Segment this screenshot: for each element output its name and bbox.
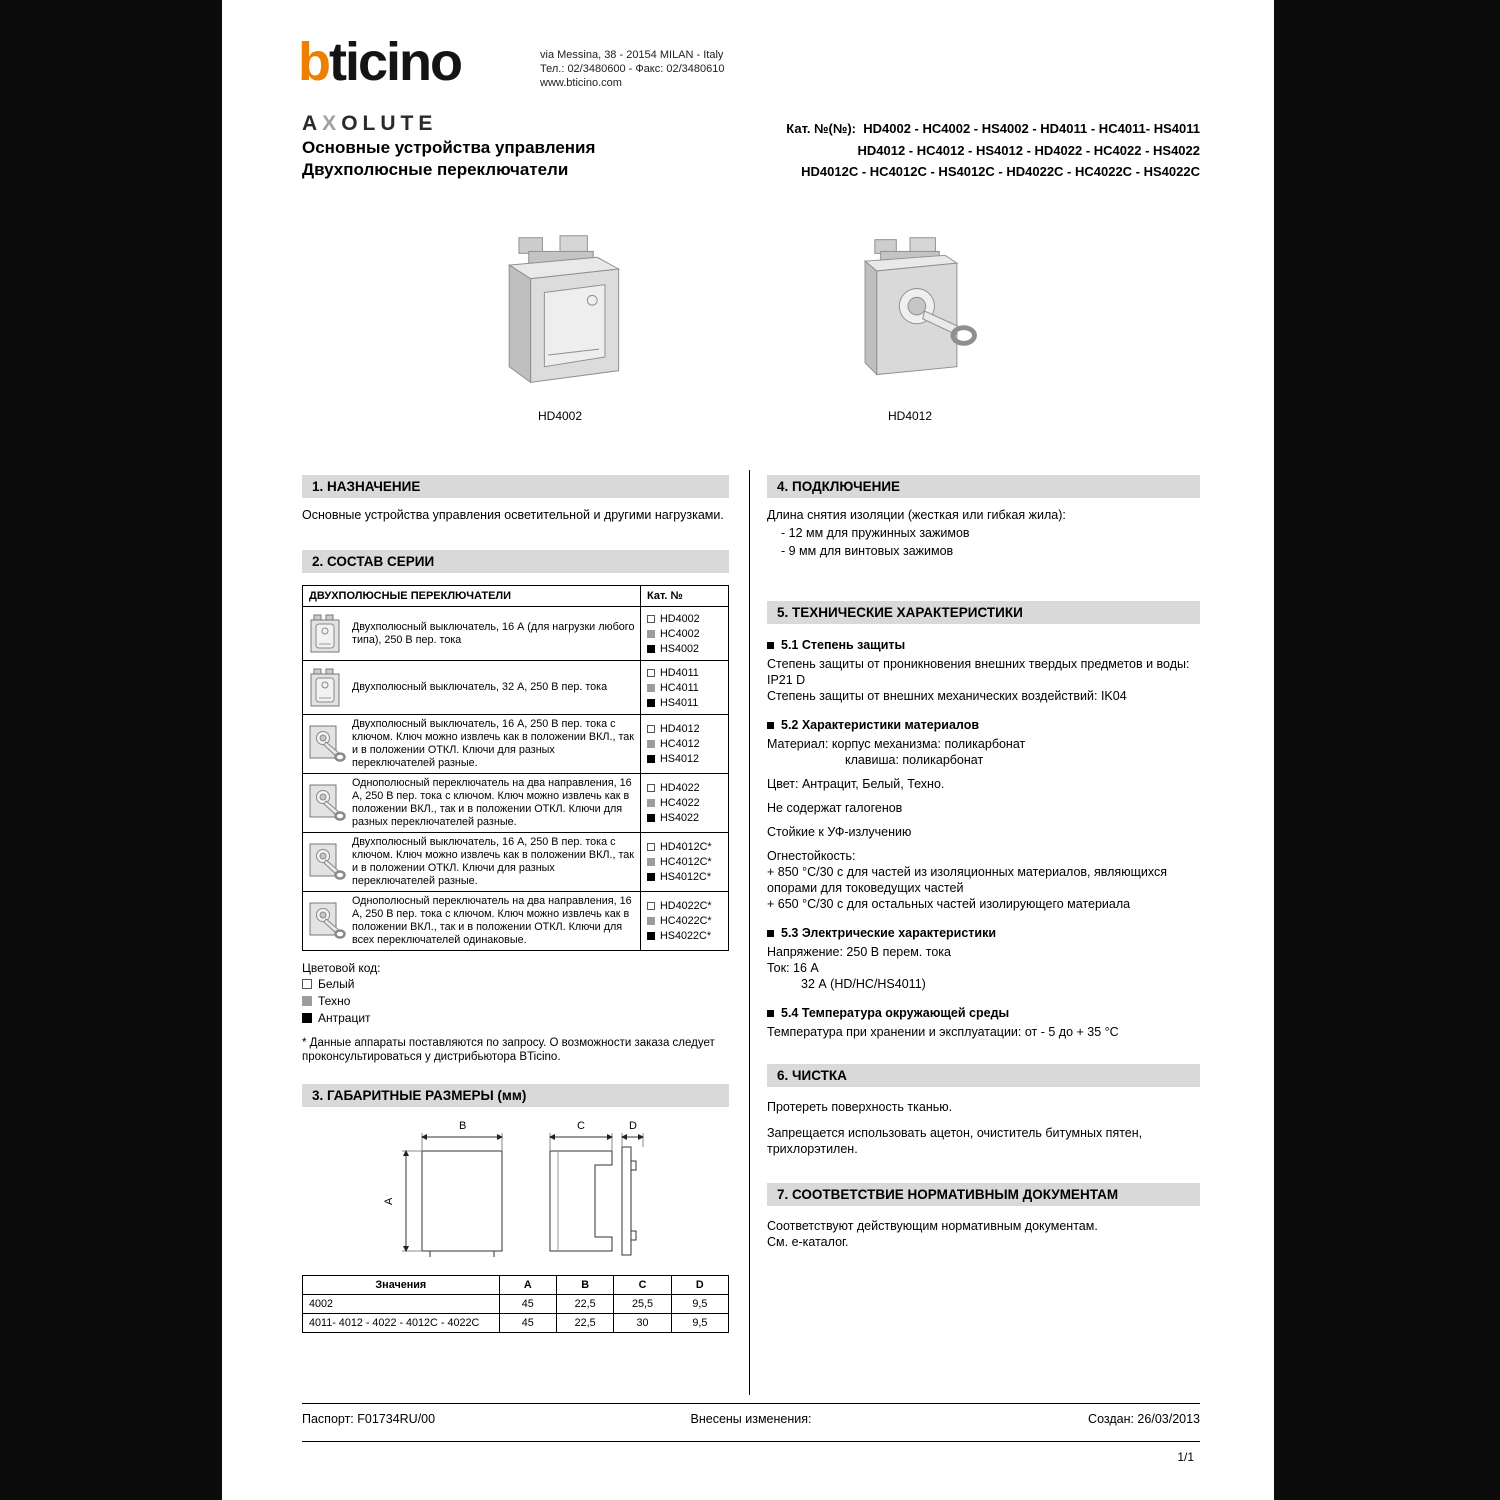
row-description: Двухполюсный выключатель, 16 А, 250 В пер. тока с ключом. Ключ можно извлечь как в положении ВКЛ., так и в положении ОТКЛ. Ключи для разных переключателей разные. bbox=[352, 836, 635, 887]
section-1-header: 1. НАЗНАЧЕНИЕ bbox=[302, 475, 729, 498]
dims-header-d: D bbox=[671, 1276, 728, 1295]
cat-code: HC4011 bbox=[660, 681, 699, 694]
address-phone-line: Тел.: 02/3480600 - Факс: 02/3480610 bbox=[540, 63, 725, 75]
cleaning-text-2: Запрещается использовать ацетон, очиститель битумных пятен, трихлорэтилен. bbox=[767, 1126, 1143, 1156]
material-body-text: Материал: корпус механизма: поликарбонат bbox=[767, 737, 1026, 751]
subsection-title: 5.3 Электрические характеристики bbox=[781, 926, 997, 940]
dims-b: 22,5 bbox=[556, 1295, 613, 1314]
dim-label-c: C bbox=[577, 1120, 585, 1132]
white-color-swatch-icon bbox=[647, 784, 655, 792]
cat-code: HS4011 bbox=[660, 696, 699, 709]
protection-degree-text: Степень защиты от проникновения внешних твердых предметов и воды: IP21 D bbox=[767, 657, 1190, 687]
footer-rule-top bbox=[302, 1403, 1200, 1404]
key-switch-illustration bbox=[822, 226, 998, 398]
subsection-5-4-header bbox=[767, 1006, 1200, 1020]
composition-col1-header: ДВУХПОЛЮСНЫЕ ПЕРЕКЛЮЧАТЕЛИ bbox=[303, 586, 641, 607]
cat-code: HC4022C* bbox=[660, 915, 712, 927]
section-3-header: 3. ГАБАРИТНЫЕ РАЗМЕРЫ (мм) bbox=[302, 1084, 729, 1107]
section-1-body: Основные устройства управления осветительной и другими нагрузками. bbox=[302, 508, 724, 522]
order-footnote: * Данные аппараты поставляются по запросу. О возможности заказа следует проконсультироваться у дистрибьютора BTicino. bbox=[302, 1037, 715, 1063]
series-composition-table bbox=[302, 585, 729, 951]
product-figure-hd4002 bbox=[472, 226, 648, 423]
rocker-switch-icon bbox=[307, 666, 347, 710]
logo-text: ticino bbox=[329, 32, 461, 92]
table-row bbox=[303, 833, 729, 892]
footer-passport: Паспорт: F01734RU/00 bbox=[302, 1412, 436, 1426]
dims-header-a: A bbox=[499, 1276, 556, 1295]
section-5-header: 5. ТЕХНИЧЕСКИЕ ХАРАКТЕРИСТИКИ bbox=[767, 601, 1200, 624]
footer-changes: Внесены изменения: bbox=[690, 1412, 812, 1426]
temperature-text: Температура при хранении и эксплуатации: от - 5 до + 35 °C bbox=[767, 1025, 1119, 1039]
current-text: Ток: 16 А bbox=[767, 961, 819, 975]
impact-protection-text: Степень защиты от внешних механических воздействий: IK04 bbox=[767, 689, 1127, 703]
dims-d: 9,5 bbox=[671, 1295, 728, 1314]
dimensions-header-row bbox=[303, 1276, 729, 1295]
section-4-item: - 9 мм для винтовых зажимов bbox=[781, 544, 954, 558]
cat-code: HD4002 bbox=[660, 612, 700, 625]
table-row bbox=[303, 774, 729, 833]
current-32a-text: 32 А (HD/HC/HS4011) bbox=[801, 977, 926, 991]
anthracite-color-swatch-icon bbox=[647, 645, 655, 653]
square-bullet-icon bbox=[767, 930, 774, 937]
dims-header-b: B bbox=[556, 1276, 613, 1295]
row-description: Двухполюсный выключатель, 32 А, 250 В пер. тока bbox=[352, 681, 608, 693]
table-row bbox=[303, 1295, 729, 1314]
cat-code: HC4012 bbox=[660, 738, 700, 750]
table-row bbox=[303, 1314, 729, 1333]
dimensions-table bbox=[302, 1275, 729, 1333]
techno-color-swatch-icon bbox=[647, 630, 655, 638]
white-color-swatch-icon bbox=[302, 979, 312, 989]
subsection-title: 5.2 Характеристики материалов bbox=[781, 718, 980, 732]
techno-color-swatch-icon bbox=[647, 917, 655, 925]
compliance-text-2: См. е-каталог. bbox=[767, 1235, 849, 1249]
anthracite-color-swatch-icon bbox=[647, 873, 655, 881]
product-label-hd4002: HD4002 bbox=[537, 409, 583, 423]
dim-label-d: D bbox=[629, 1120, 637, 1132]
product-figure-hd4012 bbox=[822, 226, 998, 423]
series-letter: A bbox=[302, 112, 323, 135]
composition-col2-header: Кат. № bbox=[641, 586, 729, 607]
footer-row bbox=[302, 1412, 1200, 1426]
legend-label: Антрацит bbox=[318, 1010, 371, 1025]
footer-created: Создан: 26/03/2013 bbox=[1088, 1412, 1200, 1426]
address-website: www.bticino.com bbox=[540, 77, 622, 89]
cat-code: HC4022 bbox=[660, 797, 700, 809]
legend-label: Техно bbox=[318, 993, 351, 1008]
right-column bbox=[767, 475, 1200, 1250]
section-6-header: 6. ЧИСТКА bbox=[767, 1064, 1200, 1087]
subsection-title: 5.4 Температура окружающей среды bbox=[781, 1006, 1010, 1020]
cleaning-text-1: Протереть поверхность тканью. bbox=[767, 1100, 953, 1114]
series-letters: OLUTE bbox=[341, 112, 438, 135]
anthracite-color-swatch-icon bbox=[302, 1013, 312, 1023]
white-color-swatch-icon bbox=[647, 902, 655, 910]
row-description: Двухполюсный выключатель, 16 А, 250 В пер. тока с ключом. Ключ можно извлечь как в положении ВКЛ., так и в положении ОТКЛ. Ключи для разных переключателей разные. bbox=[352, 718, 635, 769]
rocker-switch-illustration bbox=[472, 226, 648, 398]
section-7-header: 7. СООТВЕТСТВИЕ НОРМАТИВНЫМ ДОКУМЕНТАМ bbox=[767, 1183, 1200, 1206]
legend-label: Белый bbox=[318, 976, 355, 991]
row-description: Однополюсный переключатель на два направления, 16 А, 250 В пер. тока с ключом. Ключ можно извлечь как в положении ВКЛ., так и в положении ОТКЛ. Ключи для всех переключателей одинаковые. bbox=[352, 895, 632, 946]
page-number: 1/1 bbox=[1177, 1450, 1194, 1464]
bticino-logo bbox=[298, 34, 461, 90]
dims-header-values: Значения bbox=[303, 1276, 500, 1295]
series-logo-axolute bbox=[302, 112, 437, 136]
dims-b: 22,5 bbox=[556, 1314, 613, 1333]
datasheet-page bbox=[222, 0, 1274, 1500]
cat-code: HD4022C* bbox=[660, 900, 712, 912]
doc-title-line1: Основные устройства управления bbox=[302, 138, 596, 157]
cat-code: HD4012 bbox=[660, 723, 700, 735]
subsection-5-3-header bbox=[767, 926, 1200, 940]
catalog-codes: HD4002 - HC4002 - HS4002 - HD4011 - HC4011- HS4011 bbox=[863, 121, 1200, 136]
dims-model: 4002 bbox=[303, 1295, 500, 1314]
catalog-numbers-block bbox=[786, 118, 1200, 183]
square-bullet-icon bbox=[767, 642, 774, 649]
uv-resistant-text: Стойкие к УФ-излучению bbox=[767, 825, 912, 839]
dims-c: 25,5 bbox=[614, 1295, 671, 1314]
row-description: Двухполюсный выключатель, 16 А (для нагрузки любого типа), 250 В пер. тока bbox=[352, 620, 635, 646]
catalog-line-3: HD4012C - HC4012C - HS4012C - HD4022C - HC4022C - HS4022C bbox=[801, 164, 1200, 179]
fire-resistance-850: + 850 °C/30 с для частей из изоляционных материалов, являющихся опорами для токоведущих частей bbox=[767, 865, 1167, 895]
compliance-text-1: Соответствуют действующим нормативным документам. bbox=[767, 1219, 1098, 1233]
series-styled-x: X bbox=[322, 112, 342, 135]
rocker-switch-icon bbox=[307, 612, 347, 656]
techno-color-swatch-icon bbox=[647, 799, 655, 807]
cat-code: HC4002 bbox=[660, 627, 700, 640]
square-bullet-icon bbox=[767, 1010, 774, 1017]
product-label-hd4012: HD4012 bbox=[887, 409, 933, 423]
doc-title-line2: Двухполюсные переключатели bbox=[302, 160, 569, 179]
dims-d: 9,5 bbox=[671, 1314, 728, 1333]
techno-color-swatch-icon bbox=[647, 858, 655, 866]
dim-label-b: B bbox=[459, 1120, 467, 1132]
color-text: Цвет: Антрацит, Белый, Техно. bbox=[767, 777, 945, 791]
dims-model: 4011- 4012 - 4022 - 4012C - 4022C bbox=[303, 1314, 500, 1333]
table-row bbox=[303, 607, 729, 661]
column-divider bbox=[749, 470, 750, 1395]
cat-code: HD4011 bbox=[660, 666, 699, 679]
section-2-header: 2. СОСТАВ СЕРИИ bbox=[302, 550, 729, 573]
key-switch-icon bbox=[307, 722, 347, 766]
row-description: Однополюсный переключатель на два направления, 16 А, 250 В пер. тока с ключом. Ключ можно извлечь как в положении ВКЛ., так и в положении ОТКЛ. Ключи для разных переключателей разные. bbox=[352, 777, 632, 828]
white-color-swatch-icon bbox=[647, 615, 655, 623]
logo-letter-b: b bbox=[298, 32, 329, 92]
catalog-label: Кат. №(№): bbox=[786, 121, 857, 136]
dimensions-diagram bbox=[302, 1117, 729, 1267]
cat-code: HC4012C* bbox=[660, 856, 712, 868]
section-4-item: - 12 мм для пружинных зажимов bbox=[781, 526, 970, 540]
cat-code: HS4022C* bbox=[660, 930, 712, 942]
anthracite-color-swatch-icon bbox=[647, 699, 655, 707]
section-4-header: 4. ПОДКЛЮЧЕНИЕ bbox=[767, 475, 1200, 498]
section-4-intro: Длина снятия изоляции (жесткая или гибкая жила): bbox=[767, 508, 1066, 522]
dims-a: 45 bbox=[499, 1295, 556, 1314]
address-line: via Messina, 38 - 20154 MILAN - Italy bbox=[540, 49, 724, 61]
key-switch-icon bbox=[307, 899, 347, 943]
catalog-line-1 bbox=[786, 118, 1200, 140]
anthracite-color-swatch-icon bbox=[647, 814, 655, 822]
cat-code: HS4002 bbox=[660, 642, 700, 655]
square-bullet-icon bbox=[767, 722, 774, 729]
techno-color-swatch-icon bbox=[647, 740, 655, 748]
footer-rule-bottom bbox=[302, 1441, 1200, 1442]
halogen-free-text: Не содержат галогенов bbox=[767, 801, 903, 815]
fire-resistance-650: + 650 °C/30 с для остальных частей изолирующего материала bbox=[767, 897, 1131, 911]
table-row bbox=[303, 892, 729, 951]
left-column bbox=[302, 475, 729, 1333]
material-key-text: клавиша: поликарбонат bbox=[845, 753, 984, 767]
color-code-legend bbox=[302, 961, 729, 1026]
techno-color-swatch-icon bbox=[647, 684, 655, 692]
cat-code: HS4012 bbox=[660, 753, 700, 765]
catalog-line-2: HD4012 - HC4012 - HS4012 - HD4022 - HC4022 - HS4022 bbox=[857, 142, 1200, 158]
white-color-swatch-icon bbox=[647, 843, 655, 851]
composition-header-row bbox=[303, 586, 729, 607]
key-switch-icon bbox=[307, 781, 347, 825]
table-row bbox=[303, 661, 729, 715]
legend-title: Цветовой код: bbox=[302, 961, 381, 975]
voltage-text: Напряжение: 250 В перем. тока bbox=[767, 945, 951, 959]
cat-code: HS4012C* bbox=[660, 871, 712, 883]
dims-header-c: C bbox=[614, 1276, 671, 1295]
dims-a: 45 bbox=[499, 1314, 556, 1333]
cat-code: HD4022 bbox=[660, 782, 700, 794]
key-switch-icon bbox=[307, 840, 347, 884]
anthracite-color-swatch-icon bbox=[647, 932, 655, 940]
anthracite-color-swatch-icon bbox=[647, 755, 655, 763]
subsection-5-2-header bbox=[767, 718, 1200, 732]
table-row bbox=[303, 715, 729, 774]
company-address bbox=[540, 48, 724, 90]
fire-resistance-title: Огнестойкость: bbox=[767, 849, 856, 863]
subsection-5-1-header bbox=[767, 638, 1200, 652]
subsection-title: 5.1 Степень защиты bbox=[781, 638, 906, 652]
white-color-swatch-icon bbox=[647, 725, 655, 733]
white-color-swatch-icon bbox=[647, 669, 655, 677]
dim-label-a: A bbox=[383, 1197, 395, 1205]
cat-code: HD4012C* bbox=[660, 841, 712, 853]
cat-code: HS4022 bbox=[660, 812, 700, 824]
dims-c: 30 bbox=[614, 1314, 671, 1333]
techno-color-swatch-icon bbox=[302, 996, 312, 1006]
